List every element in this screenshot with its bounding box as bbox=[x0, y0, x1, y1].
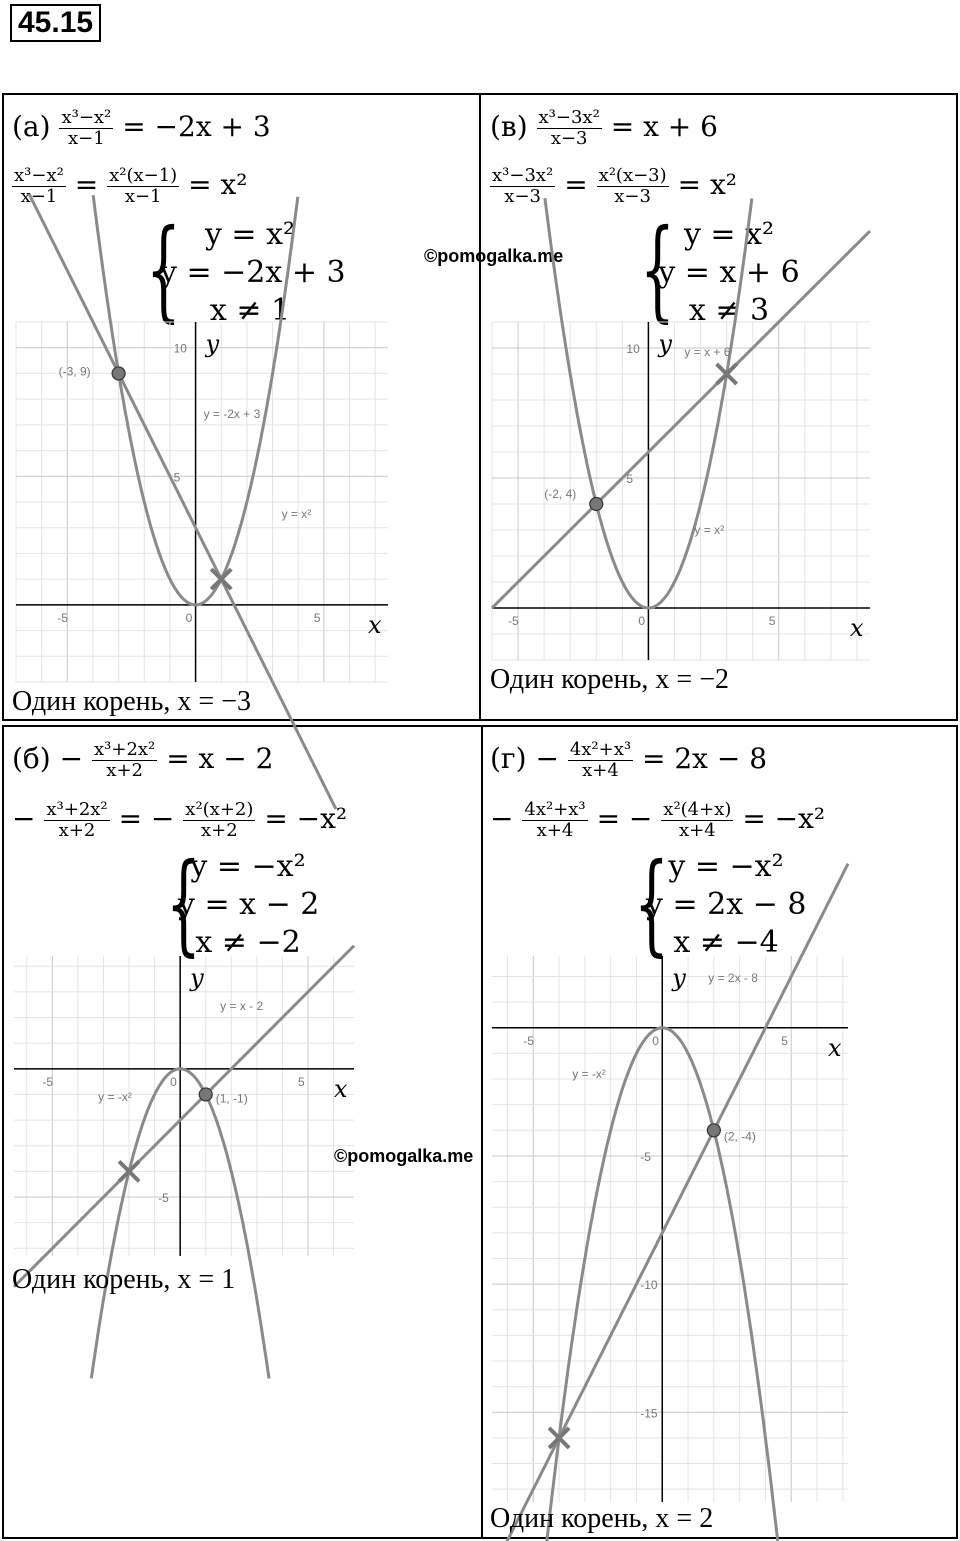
numerator: x³+2x² bbox=[46, 799, 108, 820]
table-divider-2 bbox=[481, 725, 483, 1539]
fraction bbox=[661, 800, 733, 841]
fraction bbox=[537, 108, 602, 149]
system-line: x ≠ −4 bbox=[673, 925, 779, 960]
minus-sign: − bbox=[490, 802, 514, 835]
simplification-rhs: = −x² bbox=[264, 802, 348, 835]
fraction bbox=[44, 800, 109, 841]
part-g-graph bbox=[492, 956, 848, 1502]
part-g-label: (г) bbox=[490, 742, 527, 775]
part-a-equation bbox=[12, 108, 271, 149]
denominator: x−1 bbox=[124, 186, 162, 207]
equation-rhs: = x − 2 bbox=[166, 742, 274, 775]
simplification-rhs: = x² bbox=[188, 168, 248, 201]
minus-sign: − bbox=[535, 742, 559, 775]
part-a-simplification bbox=[12, 166, 248, 207]
part-g-answer: Один корень, x = 2 bbox=[490, 1503, 714, 1534]
part-v-system bbox=[654, 216, 804, 330]
y-axis-label: y bbox=[672, 964, 686, 992]
part-b-equation bbox=[12, 740, 273, 781]
numerator: x³+2x² bbox=[94, 739, 156, 760]
part-b-answer: Один корень, x = 1 bbox=[12, 1264, 236, 1295]
curve-label: y = -x² bbox=[98, 1090, 132, 1104]
fraction bbox=[568, 740, 633, 781]
x-axis-label: x bbox=[850, 614, 864, 642]
watermark-2: ©pomogalka.me bbox=[334, 1146, 474, 1166]
part-b-label: (б) bbox=[12, 742, 51, 775]
table-border-left-2 bbox=[2, 725, 4, 1539]
line-label: y = x - 2 bbox=[220, 999, 264, 1013]
x-tick-label: 5 bbox=[313, 610, 321, 625]
y-tick-label: -15 bbox=[640, 1406, 658, 1421]
system-line: y = −2x + 3 bbox=[160, 255, 346, 290]
part-a-answer: Один корень, x = −3 bbox=[12, 686, 252, 717]
intersection-point bbox=[590, 498, 603, 511]
numerator: x³−3x² bbox=[538, 107, 600, 128]
y-axis-label: y bbox=[190, 964, 204, 992]
x-axis-label: x bbox=[828, 1033, 842, 1062]
x-tick-label: 0 bbox=[638, 614, 646, 628]
fraction bbox=[92, 740, 157, 781]
system-line: y = x + 6 bbox=[658, 255, 800, 290]
part-b-graph bbox=[14, 956, 354, 1256]
system-line: x ≠ −2 bbox=[195, 925, 301, 960]
denominator: x−3 bbox=[504, 186, 541, 207]
numerator: 4x²+x³ bbox=[524, 799, 586, 820]
x-axis-label: x bbox=[368, 610, 382, 639]
part-g-system bbox=[646, 848, 806, 962]
denominator: x+4 bbox=[679, 820, 716, 841]
numerator: x²(x−3) bbox=[598, 165, 667, 186]
equation-rhs: = x + 6 bbox=[610, 110, 718, 143]
fraction bbox=[183, 800, 255, 841]
numerator: x²(x+2) bbox=[185, 799, 254, 820]
system-line: y = x² bbox=[683, 217, 775, 252]
denominator: x−3 bbox=[614, 186, 651, 207]
watermark: ©pomogalka.me bbox=[424, 246, 564, 266]
fraction bbox=[12, 166, 66, 207]
part-v-graph bbox=[492, 322, 870, 660]
system-brace: { bbox=[634, 839, 669, 967]
equals-minus: = − bbox=[118, 802, 175, 835]
system-line: y = x − 2 bbox=[178, 887, 320, 922]
x-tick-label: 5 bbox=[781, 1033, 788, 1048]
part-v-label: (в) bbox=[490, 110, 528, 143]
intersection-point bbox=[112, 367, 125, 380]
x-tick-label: 0 bbox=[652, 1033, 659, 1048]
part-b-simplification bbox=[12, 800, 347, 841]
x-tick-label: 0 bbox=[170, 1074, 177, 1089]
curve-label: y = x² bbox=[694, 523, 725, 537]
y-tick-label: -5 bbox=[158, 1191, 169, 1206]
numerator: 4x²+x³ bbox=[569, 739, 632, 760]
line-label: y = x + 6 bbox=[684, 345, 731, 359]
denominator: x+2 bbox=[106, 760, 143, 781]
fraction bbox=[597, 166, 669, 207]
equals-sign: = bbox=[564, 168, 588, 201]
x-tick-label: 0 bbox=[185, 610, 193, 625]
system-brace: { bbox=[640, 205, 675, 333]
system-line: x ≠ 1 bbox=[209, 293, 291, 328]
denominator: x−1 bbox=[68, 128, 105, 149]
point-label: (1, -1) bbox=[215, 1091, 248, 1106]
intersection-point bbox=[707, 1124, 720, 1137]
denominator: x−3 bbox=[550, 128, 588, 149]
table-border-left-1 bbox=[2, 93, 4, 721]
part-g-equation bbox=[490, 740, 767, 781]
system-line: y = x² bbox=[204, 217, 296, 252]
x-tick-label: 5 bbox=[768, 614, 776, 628]
denominator: x+2 bbox=[201, 820, 238, 841]
x-tick-label: -5 bbox=[523, 1033, 534, 1048]
x-tick-label: -5 bbox=[57, 610, 68, 625]
system-line: y = −x² bbox=[668, 849, 784, 884]
y-tick-label: 10 bbox=[626, 342, 640, 356]
y-tick-label: -10 bbox=[640, 1278, 658, 1293]
part-v-equation bbox=[490, 108, 718, 149]
y-tick-label: 5 bbox=[173, 470, 181, 485]
equals-sign: = bbox=[74, 168, 99, 201]
numerator: x³−3x² bbox=[492, 165, 554, 186]
table-border-top-2 bbox=[2, 725, 958, 727]
x-tick-label: -5 bbox=[508, 614, 519, 628]
part-v-simplification bbox=[490, 166, 737, 207]
fraction bbox=[107, 166, 179, 207]
part-a-graph bbox=[16, 322, 388, 682]
point-label: (-3, 9) bbox=[58, 364, 91, 379]
table-border-bottom bbox=[2, 1537, 958, 1539]
minus-sign: − bbox=[12, 802, 36, 835]
system-brace: { bbox=[146, 205, 181, 333]
simplification-rhs: = −x² bbox=[742, 802, 826, 835]
table-border-right-1 bbox=[956, 93, 958, 721]
system-brace: { bbox=[166, 839, 201, 967]
part-g-simplification bbox=[490, 800, 825, 841]
line-label: y = 2x - 8 bbox=[708, 971, 758, 985]
equals-minus: = − bbox=[596, 802, 653, 835]
problem-number: 45.15 bbox=[10, 4, 101, 42]
denominator: x+4 bbox=[582, 760, 619, 781]
x-tick-label: -5 bbox=[42, 1074, 54, 1089]
numerator: x³−x² bbox=[61, 107, 112, 128]
curve-label: y = x² bbox=[281, 507, 312, 521]
curve-label: y = -x² bbox=[572, 1067, 606, 1081]
fraction bbox=[522, 800, 587, 841]
numerator: x²(4+x) bbox=[663, 799, 732, 820]
system-line: y = −x² bbox=[190, 849, 306, 884]
part-a-system bbox=[160, 216, 346, 330]
system-line: x ≠ 3 bbox=[688, 293, 770, 328]
simplification-rhs: = x² bbox=[677, 168, 737, 201]
numerator: x³−x² bbox=[14, 165, 64, 186]
denominator: x+4 bbox=[536, 820, 574, 841]
table-divider-1 bbox=[479, 93, 481, 721]
y-tick-label: 5 bbox=[626, 472, 634, 486]
system-line: y = 2x − 8 bbox=[646, 887, 807, 922]
part-v-answer: Один корень, x = −2 bbox=[490, 664, 730, 695]
straight-line bbox=[14, 946, 354, 1287]
fraction bbox=[59, 108, 113, 149]
y-axis-label: y bbox=[658, 330, 672, 358]
equation-rhs: = 2x − 8 bbox=[642, 742, 768, 775]
minus-sign: − bbox=[59, 742, 84, 775]
denominator: x−1 bbox=[20, 186, 58, 207]
numerator: x²(x−1) bbox=[109, 165, 178, 186]
point-label: (-2, 4) bbox=[544, 487, 577, 501]
x-axis-label: x bbox=[334, 1074, 348, 1103]
straight-line bbox=[492, 864, 848, 1541]
y-axis-label: y bbox=[205, 330, 220, 358]
intersection-point bbox=[199, 1088, 212, 1101]
x-tick-label: 5 bbox=[297, 1074, 305, 1089]
y-tick-label: 10 bbox=[173, 341, 187, 356]
y-tick-label: -5 bbox=[640, 1149, 651, 1164]
part-a-label: (а) bbox=[12, 110, 51, 143]
denominator: x+2 bbox=[58, 820, 96, 841]
table-border-right-2 bbox=[956, 725, 958, 1539]
equation-rhs: = −2x + 3 bbox=[122, 110, 271, 143]
line-label: y = -2x + 3 bbox=[203, 407, 261, 421]
point-label: (2, -4) bbox=[723, 1129, 756, 1144]
part-b-system bbox=[178, 848, 318, 962]
